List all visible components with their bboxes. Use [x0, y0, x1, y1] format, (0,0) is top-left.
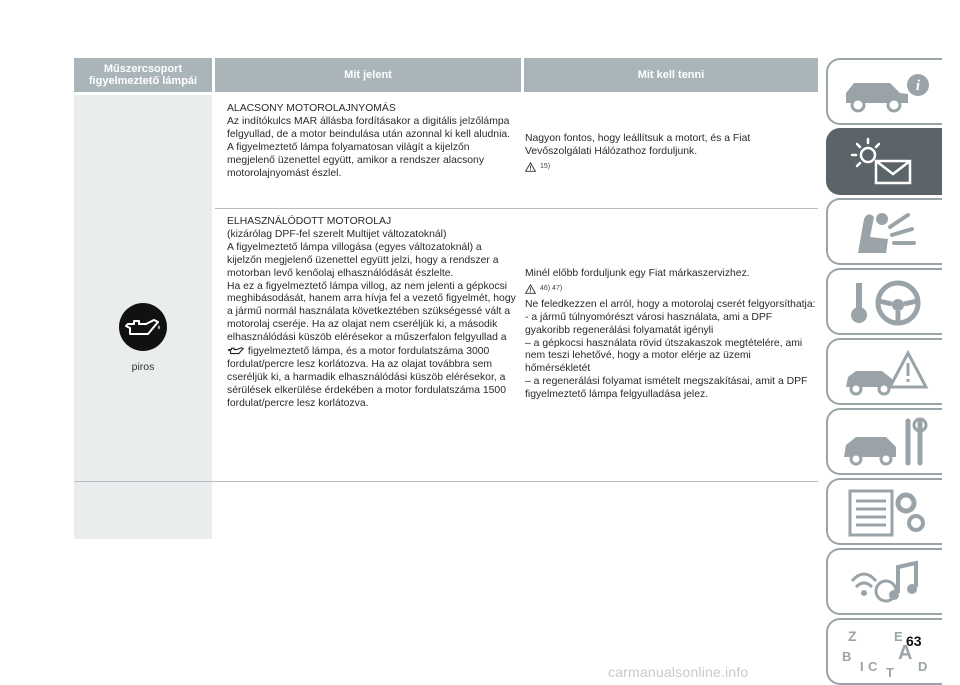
header-lamps: Műszercsoport figyelmeztető lámpái: [74, 58, 212, 92]
index-letter-z: Z: [848, 628, 857, 644]
tab-safety[interactable]: [826, 198, 942, 265]
tab-car-info[interactable]: [826, 58, 942, 125]
oil-can-icon: [118, 302, 168, 352]
crash-warning-icon: [838, 347, 934, 399]
tab-starting-driving[interactable]: [826, 268, 942, 335]
row2-ref-number: 46) 47): [540, 284, 563, 292]
table-bottom-line: [74, 481, 818, 482]
row1-ref-number: 15): [540, 162, 551, 170]
specifications-icon: [838, 487, 934, 539]
row2-action-intro: Minél előbb forduljunk egy Fiat márkaszervizhez.: [525, 268, 750, 279]
row2-text2: [227, 281, 519, 411]
header-meaning: Mit jelent: [215, 58, 521, 92]
lamp-color-label: piros: [131, 361, 155, 373]
row-divider: [215, 208, 818, 209]
index-letter-i: I: [860, 659, 864, 674]
svg-text:i: i: [915, 78, 921, 94]
row1-title: ALACSONY MOTOROLAJNYOMÁS: [227, 103, 396, 114]
seat-airbag-icon: [838, 207, 934, 259]
key-steering-icon: [838, 277, 934, 329]
tab-warning-lights[interactable]: [826, 128, 942, 195]
car-info-icon: [838, 67, 934, 119]
row2-action: [525, 268, 817, 402]
row1-text2: A figyelmeztető lámpa folyamatosan világít a kijelzőn megjelenő üzenettel együtt, amikor a rendszer alacsony motorolajnyomást észlel.: [227, 141, 485, 179]
warning-lights-icon: [838, 137, 934, 189]
page-number: 63: [906, 633, 922, 649]
index-letter-c: C: [868, 659, 878, 674]
row2-action-2: - a jármű túlnyomórészt városi használata, ami a DPF gyakoribb regenerálási folyamatát igényli: [525, 311, 773, 336]
index-letter-t: T: [886, 665, 894, 679]
row2-text1: A figyelmeztető lámpa villogása (egyes változatoknál) a kijelzőn megjelenő üzenettel együtt jelzi, hogy a rendszer a motorban levő kenőolaj elhasználódását észlelte.: [227, 241, 499, 279]
tab-emergency[interactable]: [826, 338, 942, 405]
header-action: Mit kell tenni: [524, 58, 818, 92]
row1-text1: Az indítókulcs MAR állásba fordításakor a digitális jelzőlámpa felgyullad, de a motor beindulása után azonnal ki kell aludnia.: [227, 115, 511, 140]
index-letter-e: E: [894, 629, 903, 644]
tab-maintenance[interactable]: [826, 408, 942, 475]
watermark: carmanualsonline.info: [608, 664, 749, 680]
row2-title: ELHASZNÁLÓDOTT MOTOROLAJ: [227, 216, 392, 227]
caution-triangle-icon: [525, 284, 536, 294]
row2-text2b: figyelmeztető lámpa, és a motor fordulatszáma 3000 fordulat/percre lesz korlátozva. Ha az olajat továbbra sem cseréljük ki, a harmadik elhasználódási küszöb elérésekor, a sérülések elkerülése érdekében a motor fordulatszáma 1500 fordulat/percre lesz korlátozva.: [227, 346, 506, 409]
oil-can-inline-icon: [227, 345, 245, 355]
index-letter-a: A: [898, 642, 913, 664]
row2-action-1: Ne feledkezzen el arról, hogy a motorolaj cserét felgyorsíthatja:: [525, 298, 816, 310]
caution-triangle-icon: [525, 162, 536, 172]
row2-text2a: Ha ez a figyelmeztető lámpa villog, az nem jelenti a gépkocsi meghibásodását, hanem arra hívja fel a vezető figyelmét, hogy a jármű normál használata következtében szükségessé vált a motorolaj cseréje. Ha az olajat nem cseréljük ki, a második elhasználódási küszöb elérésekor a műszerfalon felgyullad a: [227, 280, 516, 344]
row1-warning-ref: [525, 161, 817, 174]
row1-action-text: Nagyon fontos, hogy leállítsuk a motort, és a Fiat Vevőszolgálati Hálózathoz forduljunk.: [525, 133, 751, 157]
row1-action: [525, 133, 817, 177]
index-letter-b: B: [842, 649, 852, 664]
car-tools-icon: [838, 417, 934, 469]
row2-action-4: – a regenerálási folyamat ismételt megszakításai, amit a DPF figyelmeztető lámpa felgyulladása jelez.: [525, 376, 808, 401]
tab-multimedia[interactable]: [826, 548, 942, 615]
tab-specifications[interactable]: [826, 478, 942, 545]
row2-meaning: [227, 216, 519, 411]
index-letter-d: D: [918, 659, 928, 674]
row1-meaning: [227, 103, 519, 180]
multimedia-icon: [838, 557, 934, 609]
row2-subtitle: (kizárólag DPF-fel szerelt Multijet változatoknál): [227, 228, 447, 240]
lamp-column: [74, 95, 212, 539]
row2-action-3: – a gépkocsi használata rövid útszakaszok megtételére, ami nem teszi lehetővé, hogy a motor elérje az üzemi hőmérsékletét: [525, 337, 803, 375]
row2-warning-ref: [525, 283, 817, 296]
tab-index[interactable]: [826, 618, 942, 685]
